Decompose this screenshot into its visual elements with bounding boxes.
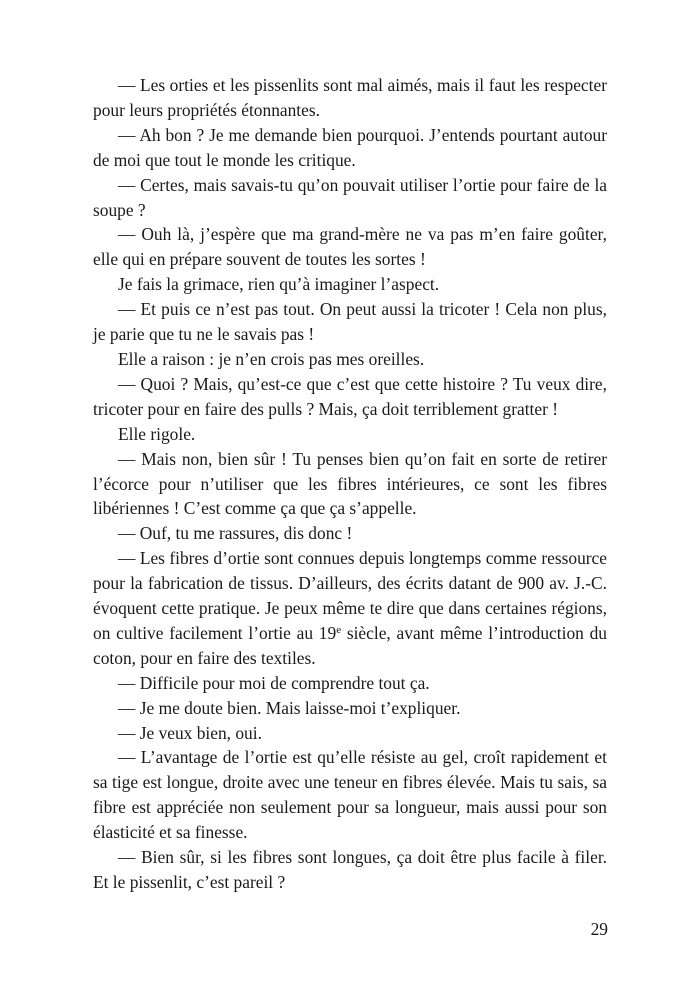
paragraph: — Ouf, tu me rassures, dis donc ! (118, 523, 353, 544)
paragraph: — Difficile pour moi de comprendre tout ça. (118, 672, 430, 693)
page-number: 29 (590, 919, 608, 939)
paragraph: Je fais la grimace, rien qu’à imaginer l’aspect. (118, 274, 440, 295)
paragraph-text: siècle, avant même l’introduction du coton, pour en faire des textiles. (93, 622, 607, 668)
paragraph: — Et puis ce n’est pas tout. On peut aussi la tricoter ! Cela non plus, je parie que tu ne le savais pas ! (93, 299, 607, 345)
paragraph: — Ouh là, j’espère que ma grand-mère ne va pas m’en faire goûter, elle qui en prépare souvent de toutes les sortes ! (93, 224, 607, 270)
paragraph-text: — Les fibres d’ortie sont connues depuis longtemps comme ressource pour la fabrication de tissus. D’ailleurs, des écrits datant de 900 av. J.-C. évoquent cette pratique. Je peux même te dire que dans certaines régions, on cultive facilement l’ortie au 19 (93, 548, 607, 643)
paragraph: — Quoi ? Mais, qu’est-ce que c’est que cette histoire ? Tu veux dire, tricoter pour en faire des pulls ? Mais, ça doit terriblement gratter ! (93, 373, 607, 419)
paragraph: — Mais non, bien sûr ! Tu penses bien qu’on fait en sorte de retirer l’écorce pour n’utiliser que les fibres intérieures, ce sont les fibres libériennes ! C’est comme ça que ça s’appelle. (93, 448, 607, 519)
paragraph: — Certes, mais savais-tu qu’on pouvait utiliser l’ortie pour faire de la soupe ? (93, 174, 607, 220)
paragraph: — L’avantage de l’ortie est qu’elle résiste au gel, croît rapidement et sa tige est longue, droite avec une teneur en fibres élevée. Mais tu sais, sa fibre est appréciée non seulement pour sa longueur, mais aussi pour son élasticité et sa finesse. (93, 747, 607, 843)
paragraph: — Les orties et les pissenlits sont mal aimés, mais il faut les respecter pour leurs propriétés étonnantes. (93, 75, 607, 120)
paragraph: — Je me doute bien. Mais laisse-moi t’expliquer. (118, 697, 461, 718)
paragraph: Elle a raison : je n’en crois pas mes oreilles. (118, 348, 425, 369)
body-text (93, 73, 607, 895)
ordinal-superscript: e (336, 623, 342, 636)
paragraph: — Ah bon ? Je me demande bien pourquoi. J’entends pourtant autour de moi que tout le monde les critique. (93, 124, 607, 170)
paragraph-with-superscript (93, 546, 607, 671)
paragraph: — Je veux bien, oui. (118, 722, 262, 743)
paragraph: — Bien sûr, si les fibres sont longues, ça doit être plus facile à filer. Et le pissenlit, c’est pareil ? (93, 847, 607, 892)
paragraph: Elle rigole. (118, 423, 196, 444)
